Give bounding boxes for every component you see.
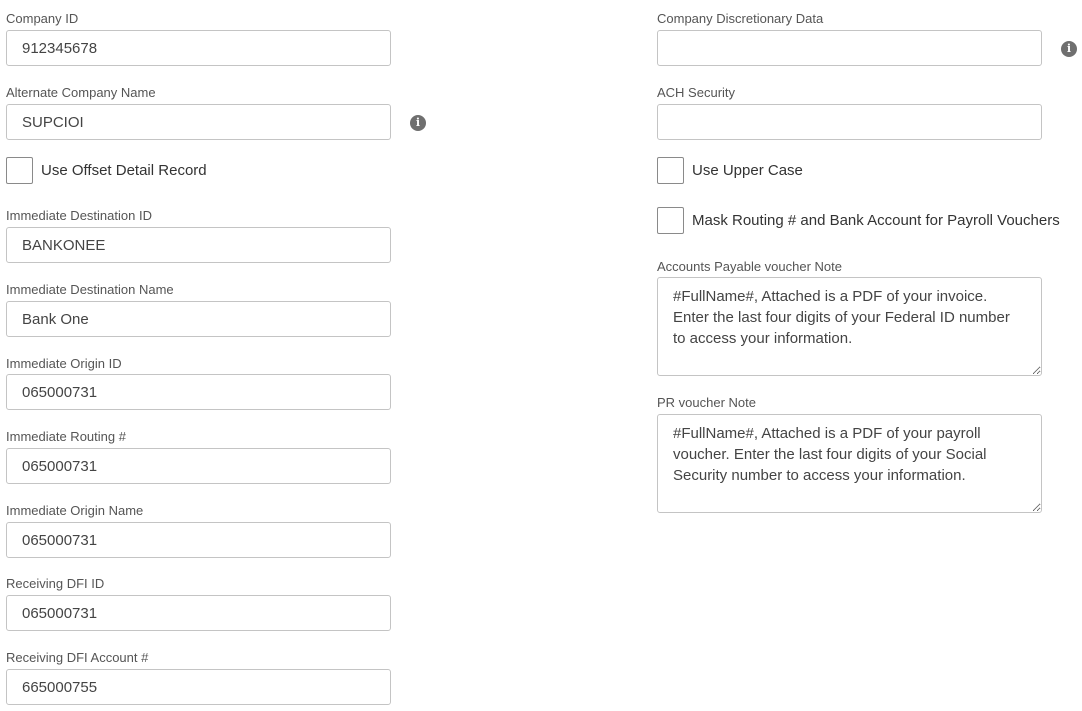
use-upper-case-row[interactable]	[657, 156, 803, 184]
immediate-destination-name-label: Immediate Destination Name	[6, 282, 174, 297]
immediate-origin-name-input[interactable]	[6, 522, 391, 558]
receiving-dfi-account-label: Receiving DFI Account #	[6, 650, 149, 665]
ap-voucher-note-textarea[interactable]	[657, 277, 1042, 376]
immediate-destination-id-label: Immediate Destination ID	[6, 208, 152, 223]
use-offset-detail-record-label: Use Offset Detail Record	[41, 161, 207, 179]
use-offset-detail-record-checkbox[interactable]	[6, 157, 33, 184]
use-upper-case-checkbox[interactable]	[657, 157, 684, 184]
alternate-company-name-info-icon[interactable]: i	[410, 115, 426, 131]
immediate-destination-name-input[interactable]	[6, 301, 391, 337]
company-discretionary-data-input[interactable]	[657, 30, 1042, 66]
mask-routing-row[interactable]	[657, 206, 1060, 234]
mask-routing-checkbox[interactable]	[657, 207, 684, 234]
company-discretionary-data-label: Company Discretionary Data	[657, 11, 824, 26]
receiving-dfi-account-input[interactable]	[6, 669, 391, 705]
immediate-routing-label: Immediate Routing #	[6, 429, 126, 444]
pr-voucher-note-textarea[interactable]	[657, 414, 1042, 513]
receiving-dfi-id-input[interactable]	[6, 595, 391, 631]
mask-routing-label: Mask Routing # and Bank Account for Payroll Vouchers	[692, 211, 1060, 229]
receiving-dfi-id-label: Receiving DFI ID	[6, 576, 105, 591]
immediate-routing-input[interactable]	[6, 448, 391, 484]
company-discretionary-data-info-icon[interactable]: i	[1061, 41, 1077, 57]
immediate-origin-id-label: Immediate Origin ID	[6, 356, 122, 371]
immediate-destination-id-input[interactable]	[6, 227, 391, 263]
use-offset-detail-record-row[interactable]	[6, 156, 207, 184]
immediate-origin-id-input[interactable]	[6, 374, 391, 410]
use-upper-case-label: Use Upper Case	[692, 161, 803, 179]
ap-voucher-note-label: Accounts Payable voucher Note	[657, 259, 842, 274]
alternate-company-name-input[interactable]	[6, 104, 391, 140]
company-id-label: Company ID	[6, 11, 79, 26]
ach-security-input[interactable]	[657, 104, 1042, 140]
alternate-company-name-label: Alternate Company Name	[6, 85, 156, 100]
company-id-input[interactable]	[6, 30, 391, 66]
ach-security-label: ACH Security	[657, 85, 736, 100]
pr-voucher-note-label: PR voucher Note	[657, 395, 756, 410]
immediate-origin-name-label: Immediate Origin Name	[6, 503, 144, 518]
